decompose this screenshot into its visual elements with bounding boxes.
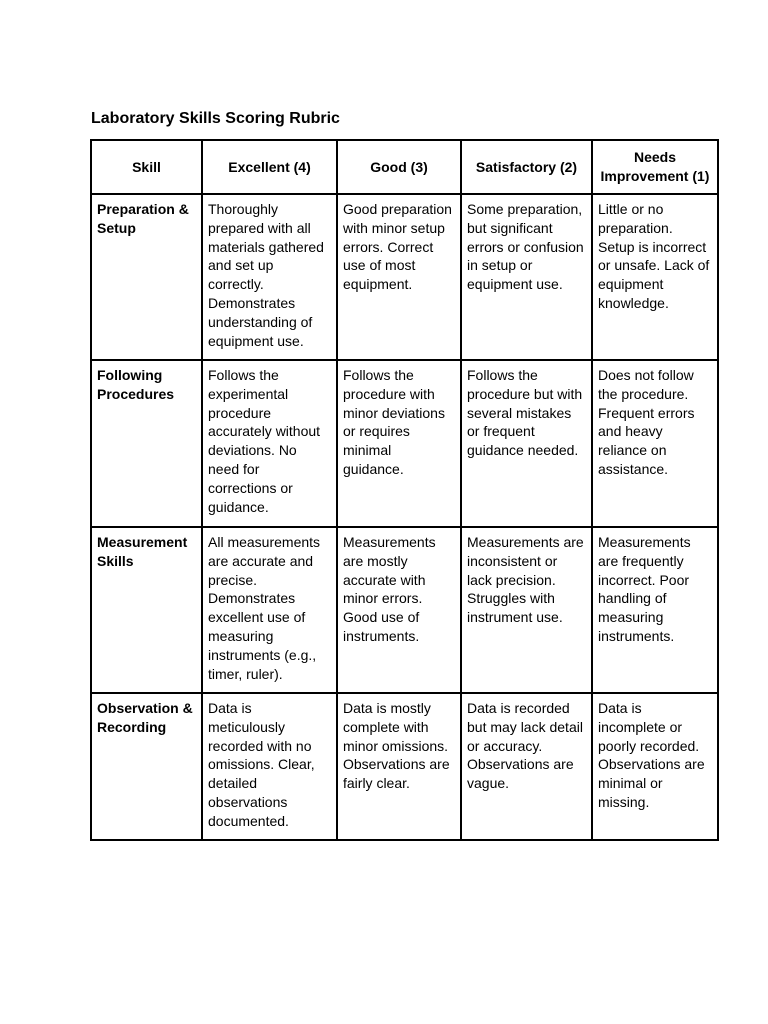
satisfactory-cell: Follows the procedure but with several mistakes or frequent guidance needed.	[461, 360, 592, 527]
needs-improvement-cell: Does not follow the procedure. Frequent errors and heavy reliance on assistance.	[592, 360, 718, 527]
table-row	[91, 527, 718, 693]
table-row	[91, 194, 718, 360]
excellent-cell: Follows the experimental procedure accurately without deviations. No need for corrections or guidance.	[202, 360, 337, 527]
table-header-row	[91, 140, 718, 194]
header-good: Good (3)	[337, 140, 461, 194]
good-cell: Good preparation with minor setup errors. Correct use of most equipment.	[337, 194, 461, 360]
needs-improvement-cell: Little or no preparation. Setup is incorrect or unsafe. Lack of equipment knowledge.	[592, 194, 718, 360]
excellent-cell: Thoroughly prepared with all materials gathered and set up correctly. Demonstrates understanding of equipment use.	[202, 194, 337, 360]
good-cell: Measurements are mostly accurate with minor errors. Good use of instruments.	[337, 527, 461, 693]
excellent-cell: All measurements are accurate and precise. Demonstrates excellent use of measuring instruments (e.g., timer, ruler).	[202, 527, 337, 693]
header-satisfactory: Satisfactory (2)	[461, 140, 592, 194]
skill-cell: Following Procedures	[91, 360, 202, 527]
page-title: Laboratory Skills Scoring Rubric	[91, 110, 340, 127]
satisfactory-cell: Data is recorded but may lack detail or accuracy. Observations are vague.	[461, 693, 592, 840]
header-excellent: Excellent (4)	[202, 140, 337, 194]
needs-improvement-cell: Measurements are frequently incorrect. Poor handling of measuring instruments.	[592, 527, 718, 693]
good-cell: Data is mostly complete with minor omissions. Observations are fairly clear.	[337, 693, 461, 840]
needs-improvement-cell: Data is incomplete or poorly recorded. Observations are minimal or missing.	[592, 693, 718, 840]
rubric-table	[90, 139, 719, 841]
skill-cell: Preparation & Setup	[91, 194, 202, 360]
table-row	[91, 693, 718, 840]
excellent-cell: Data is meticulously recorded with no omissions. Clear, detailed observations documented.	[202, 693, 337, 840]
header-needs-improvement: Needs Improvement (1)	[592, 140, 718, 194]
skill-cell: Measurement Skills	[91, 527, 202, 693]
table-row	[91, 360, 718, 527]
satisfactory-cell: Measurements are inconsistent or lack precision. Struggles with instrument use.	[461, 527, 592, 693]
good-cell: Follows the procedure with minor deviations or requires minimal guidance.	[337, 360, 461, 527]
header-skill: Skill	[91, 140, 202, 194]
skill-cell: Observation & Recording	[91, 693, 202, 840]
satisfactory-cell: Some preparation, but significant errors or confusion in setup or equipment use.	[461, 194, 592, 360]
